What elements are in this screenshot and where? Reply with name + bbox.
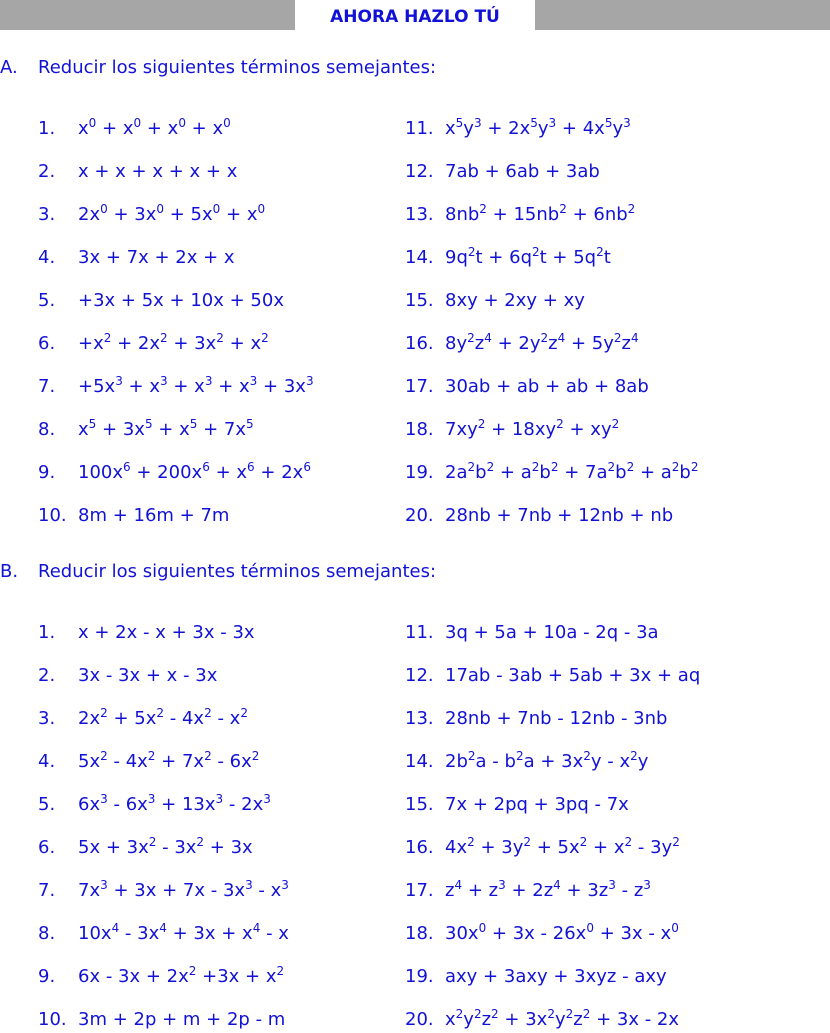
exercise-expression: $6x - 3x + 2x^2 +3x + x^2$: [78, 964, 285, 987]
exercise-number: 18.: [405, 419, 434, 440]
exercise-expression: $2b^2a - b^2a + 3x^2y - x^2y$: [445, 749, 649, 772]
exercise-number: 6.: [38, 837, 56, 858]
exercise-item: [38, 663, 217, 689]
exercise-number: 13.: [405, 708, 434, 729]
exercise-expression: $10x^4 - 3x^4 + 3x + x^4 - x$: [78, 921, 289, 944]
exercise-expression: 30ab + ab + ab + 8ab: [445, 376, 649, 397]
exercise-expression: $100x^6 + 200x^6 + x^6 + 2x^6$: [78, 460, 311, 483]
exercise-number: 17.: [405, 880, 434, 901]
exercise-expression: $+5x^3 + x^3 + x^3 + x^3 + 3x^3$: [78, 374, 314, 397]
exercise-expression: 3m + 2p + m + 2p - m: [78, 1009, 286, 1030]
exercise-item: [405, 202, 635, 228]
exercise-expression: $30x^0 + 3x - 26x^0 + 3x - x^0$: [445, 921, 679, 944]
exercise-number: 2.: [38, 665, 56, 686]
exercise-expression: $x^5y^3 + 2x^5y^3 + 4x^5y^3$: [445, 116, 631, 139]
exercise-item: [405, 964, 667, 990]
exercise-expression: $7xy^2 + 18xy^2 + xy^2$: [445, 417, 620, 440]
exercise-item: [405, 921, 679, 947]
exercise-item: [38, 878, 289, 904]
exercise-number: 16.: [405, 333, 434, 354]
exercise-item: [405, 245, 611, 271]
exercise-expression: $6x^3 - 6x^3 + 13x^3 - 2x^3$: [78, 792, 271, 815]
exercise-number: 13.: [405, 204, 434, 225]
exercise-number: 16.: [405, 837, 434, 858]
exercise-expression: 7x + 2pq + 3pq - 7x: [445, 794, 629, 815]
exercise-item: [38, 964, 284, 990]
exercise-item: [405, 288, 585, 314]
exercise-number: 9.: [38, 462, 56, 483]
exercise-expression: $x^2y^2z^2 + 3x^2y^2z^2 + 3x - 2x$: [445, 1007, 680, 1030]
exercise-number: 5.: [38, 290, 56, 311]
exercise-expression: +3x + 5x + 10x + 50x: [78, 290, 284, 311]
exercise-item: [38, 374, 314, 400]
exercise-item: [405, 503, 673, 529]
exercise-number: 8.: [38, 419, 56, 440]
exercise-expression: x + 2x - x + 3x - 3x: [78, 622, 255, 643]
exercise-number: 10.: [38, 505, 67, 526]
exercise-expression: $+x^2 + 2x^2 + 3x^2 + x^2$: [78, 331, 269, 354]
exercise-expression: $2x^2 + 5x^2 - 4x^2 - x^2$: [78, 706, 248, 729]
exercise-item: [38, 245, 235, 271]
exercise-number: 15.: [405, 794, 434, 815]
exercise-number: 14.: [405, 751, 434, 772]
exercise-number: 1.: [38, 622, 56, 643]
section-a-letter: A.: [0, 57, 18, 78]
exercise-number: 12.: [405, 665, 434, 686]
exercise-item: [38, 331, 269, 357]
exercise-item: [405, 417, 619, 443]
exercise-item: [38, 835, 253, 861]
exercise-item: [38, 116, 231, 142]
exercise-expression: $8y^2z^4 + 2y^2z^4 + 5y^2z^4$: [445, 331, 639, 354]
exercise-number: 1.: [38, 118, 56, 139]
exercise-number: 3.: [38, 708, 56, 729]
section-b-letter: B.: [0, 561, 19, 582]
exercise-expression: 3q + 5a + 10a - 2q - 3a: [445, 622, 659, 643]
exercise-number: 15.: [405, 290, 434, 311]
page-title: AHORA HAZLO TÚ: [330, 7, 500, 27]
exercise-number: 14.: [405, 247, 434, 268]
exercise-number: 7.: [38, 880, 56, 901]
exercise-expression: 8m + 16m + 7m: [78, 505, 230, 526]
exercise-number: 18.: [405, 923, 434, 944]
exercise-number: 11.: [405, 118, 434, 139]
exercise-expression: $5x + 3x^2 - 3x^2 + 3x$: [78, 835, 253, 858]
exercise-number: 17.: [405, 376, 434, 397]
exercise-number: 4.: [38, 247, 56, 268]
exercise-item: [405, 1007, 679, 1033]
exercise-expression: $2x^0 + 3x^0 + 5x^0 + x^0$: [78, 202, 266, 225]
exercise-item: [38, 706, 248, 732]
exercise-expression: 8xy + 2xy + xy: [445, 290, 585, 311]
exercise-item: [405, 663, 700, 689]
exercise-item: [38, 749, 259, 775]
exercise-item: [405, 706, 667, 732]
exercise-expression: x + x + x + x + x: [78, 161, 238, 182]
exercise-number: 3.: [38, 204, 56, 225]
exercise-item: [405, 159, 600, 185]
exercise-number: 19.: [405, 462, 434, 483]
exercise-number: 7.: [38, 376, 56, 397]
exercise-item: [38, 460, 311, 486]
exercise-item: [405, 835, 680, 861]
exercise-expression: 17ab - 3ab + 5ab + 3x + aq: [445, 665, 701, 686]
exercise-expression: 28nb + 7nb - 12nb - 3nb: [445, 708, 668, 729]
exercise-number: 10.: [38, 1009, 67, 1030]
exercise-number: 6.: [38, 333, 56, 354]
exercise-expression: $9q^2t + 6q^2t + 5q^2t$: [445, 245, 611, 268]
exercise-item: [405, 792, 629, 818]
section-b-heading: [0, 561, 436, 582]
exercise-expression: axy + 3axy + 3xyz - axy: [445, 966, 667, 987]
exercise-expression: $z^4 + z^3 + 2z^4 + 3z^3 - z^3$: [445, 878, 651, 901]
exercise-item: [38, 921, 289, 947]
exercise-item: [405, 620, 659, 646]
exercise-expression: $5x^2 - 4x^2 + 7x^2 - 6x^2$: [78, 749, 260, 772]
exercise-number: 8.: [38, 923, 56, 944]
exercise-item: [38, 417, 254, 443]
section-b-instruction: Reducir los siguientes términos semejantes:: [38, 561, 437, 582]
section-a-heading: [0, 57, 436, 78]
exercise-item: [38, 202, 265, 228]
exercise-number: 12.: [405, 161, 434, 182]
exercise-item: [405, 749, 648, 775]
exercise-item: [405, 460, 699, 486]
header-bar-right: [535, 0, 830, 30]
exercise-number: 4.: [38, 751, 56, 772]
exercise-expression: $4x^2 + 3y^2 + 5x^2 + x^2 - 3y^2$: [445, 835, 680, 858]
exercise-number: 2.: [38, 161, 56, 182]
exercise-number: 11.: [405, 622, 434, 643]
exercise-expression: $x^0 + x^0 + x^0 + x^0$: [78, 116, 231, 139]
exercise-expression: $7x^3 + 3x + 7x - 3x^3 - x^3$: [78, 878, 289, 901]
exercise-expression: 7ab + 6ab + 3ab: [445, 161, 600, 182]
exercise-expression: 3x + 7x + 2x + x: [78, 247, 235, 268]
exercise-expression: 28nb + 7nb + 12nb + nb: [445, 505, 674, 526]
exercise-item: [405, 878, 651, 904]
header-bar-left: [0, 0, 295, 30]
exercise-expression: 3x - 3x + x - 3x: [78, 665, 218, 686]
exercise-item: [405, 331, 639, 357]
exercise-item: [38, 503, 229, 529]
exercise-expression: $2a^2b^2 + a^2b^2 + 7a^2b^2 + a^2b^2$: [445, 460, 699, 483]
exercise-item: [405, 374, 649, 400]
exercise-item: [405, 116, 631, 142]
exercise-item: [38, 288, 284, 314]
exercise-number: 9.: [38, 966, 56, 987]
exercise-item: [38, 159, 237, 185]
exercise-item: [38, 792, 271, 818]
exercise-item: [38, 620, 255, 646]
section-a-instruction: Reducir los siguientes términos semejantes:: [38, 57, 437, 78]
exercise-number: 20.: [405, 1009, 434, 1030]
exercise-item: [38, 1007, 285, 1033]
exercise-expression: $x^5 + 3x^5 + x^5 + 7x^5$: [78, 417, 254, 440]
exercise-expression: $8nb^2 + 15nb^2 + 6nb^2$: [445, 202, 636, 225]
exercise-number: 20.: [405, 505, 434, 526]
exercise-number: 5.: [38, 794, 56, 815]
exercise-number: 19.: [405, 966, 434, 987]
